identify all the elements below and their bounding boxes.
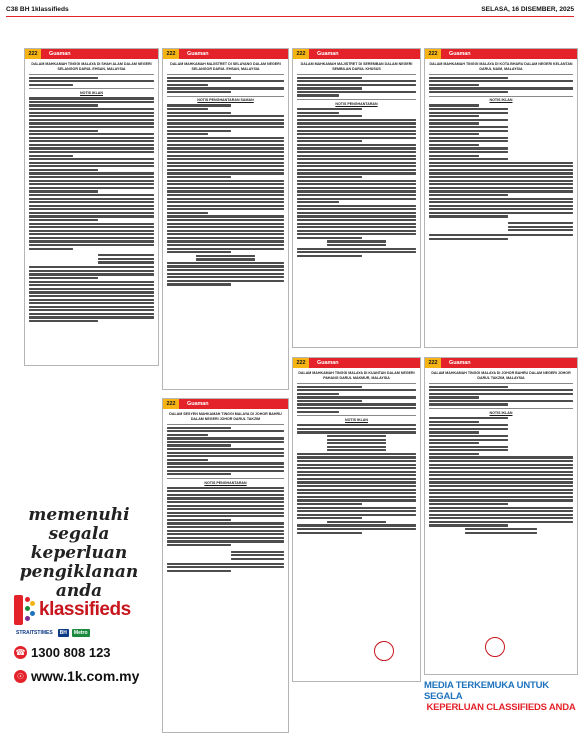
website-url: www.1k.com.my: [31, 668, 140, 684]
partner-logo-metro: Metro: [73, 630, 88, 636]
notice-heading: NOTIS IKLAN: [345, 418, 368, 423]
promo-line-2: KEPERLUAN CLASSIFIEDS ANDA: [426, 702, 576, 713]
category-code: 222: [25, 49, 41, 59]
issue-date: SELASA, 16 DISEMBER, 2025: [481, 6, 574, 13]
court-heading: DALAM MAHKAMAH MAJISTRET DI SEREMBAN DALAM NEGERI SEMBILAN DARUL KHUSUS: [300, 62, 413, 71]
klassifieds-brand-block: [14, 595, 144, 725]
notice-heading: NOTIS PENGHANTARAN SAMAN: [197, 98, 254, 103]
website-link[interactable]: [14, 668, 144, 684]
slogan: memenuhi segala keperluan pengiklanan anda: [19, 505, 139, 601]
court-heading: DALAM SESYEN MAHKAMAH TINGGI MALAYA DI JOHOR BAHRU DALAM NEGERI JOHOR DARUL TAKZIM: [169, 412, 282, 421]
legal-notice-3: 222 Guaman DALAM MAHKAMAH MAJISTRET DI SEREMBAN DALAM NEGERI SEMBILAN DARUL KHUSUS NOTIS PENGHANTARAN: [292, 48, 421, 348]
legal-notice-6: 222 Guaman DALAM MAHKAMAH TINGGI MALAYA DI JOHOR BAHRU DALAM NEGERI JOHOR DARUL TAKZIM, MALAYSIA NOTIS IKLAN: [424, 357, 578, 675]
notice-heading: NOTIS IKLAN: [80, 91, 103, 96]
court-heading: DALAM MAHKAMAH TINGGI MALAYA DI KOTA BHARU DALAM NEGERI KELANTAN DARUL NAIM, MALAYSIA: [429, 62, 573, 71]
promo-banner: [424, 680, 578, 713]
court-heading: DALAM MAHKAMAH MAJISTRET DI SELAYANG DALAM NEGERI SELANGOR DARUL EHSAN, MALAYSIA: [170, 62, 281, 71]
phone-number: 1300 808 123: [31, 645, 111, 660]
publication-title: C38 BH 1klassifieds: [6, 6, 69, 13]
notice-heading: NOTIS IKLAN: [489, 98, 513, 103]
klassifieds-logo-icon: [14, 595, 36, 625]
category-label: Guaman: [49, 51, 71, 57]
notice-heading: NOTIS PENGHANTARAN: [204, 480, 247, 485]
globe-icon: ☉: [14, 670, 27, 683]
notice-heading: NOTIS IKLAN: [489, 411, 513, 416]
partner-logo-bh: BH: [59, 630, 67, 636]
legal-notice-5: 222 Guaman DALAM MAHKAMAH TINGGI MALAYA DI KUANTAN DALAM NEGERI PAHANG DARUL MAKMUR, MALAYSIA NOTIS IKLAN: [292, 357, 421, 682]
category-bar: [25, 49, 158, 59]
legal-notice-4: 222 Guaman DALAM MAHKAMAH TINGGI MALAYA DI KOTA BHARU DALAM NEGERI KELANTAN DARUL NAIM, MALAYSIA NOTIS IKLAN: [424, 48, 578, 348]
court-heading: DALAM MAHKAMAH TINGGI MALAYA DI SHAH ALAM DALAM NEGERI SELANGOR DARUL EHSAN, MALAYSIA: [31, 62, 152, 71]
court-seal-stamp: [485, 637, 505, 657]
court-heading: DALAM MAHKAMAH TINGGI MALAYA DI JOHOR BAHRU DALAM NEGERI JOHOR DARUL TAKZIM, MALAYSIA: [431, 371, 571, 380]
legal-notice-2: 222 Guaman DALAM MAHKAMAH MAJISTRET DI SELAYANG DALAM NEGERI SELANGOR DARUL EHSAN, MALAYSIA NOTIS PENGHANTARAN SAMAN: [162, 48, 289, 390]
partner-logo-straitstimes: STRAITSTIMES: [16, 630, 53, 636]
court-heading: DALAM MAHKAMAH TINGGI MALAYA DI KUANTAN DALAM NEGERI PAHANG DARUL MAKMUR, MALAYSIA: [298, 371, 415, 380]
phone-contact[interactable]: [14, 645, 144, 660]
phone-icon: ☎: [15, 648, 26, 657]
brand-name: klassifieds: [39, 599, 131, 620]
notice-heading: NOTIS PENGHANTARAN: [335, 102, 378, 107]
promo-line-1: MEDIA TERKEMUKA UNTUK SEGALA: [424, 680, 549, 702]
legal-notice-7: 222 Guaman DALAM SESYEN MAHKAMAH TINGGI MALAYA DI JOHOR BAHRU DALAM NEGERI JOHOR DARUL TAKZIM NOTIS PENGHANTARAN: [162, 398, 289, 733]
legal-notice-1: [24, 48, 159, 366]
page-masthead: [6, 3, 574, 17]
court-seal-stamp: [374, 641, 394, 661]
